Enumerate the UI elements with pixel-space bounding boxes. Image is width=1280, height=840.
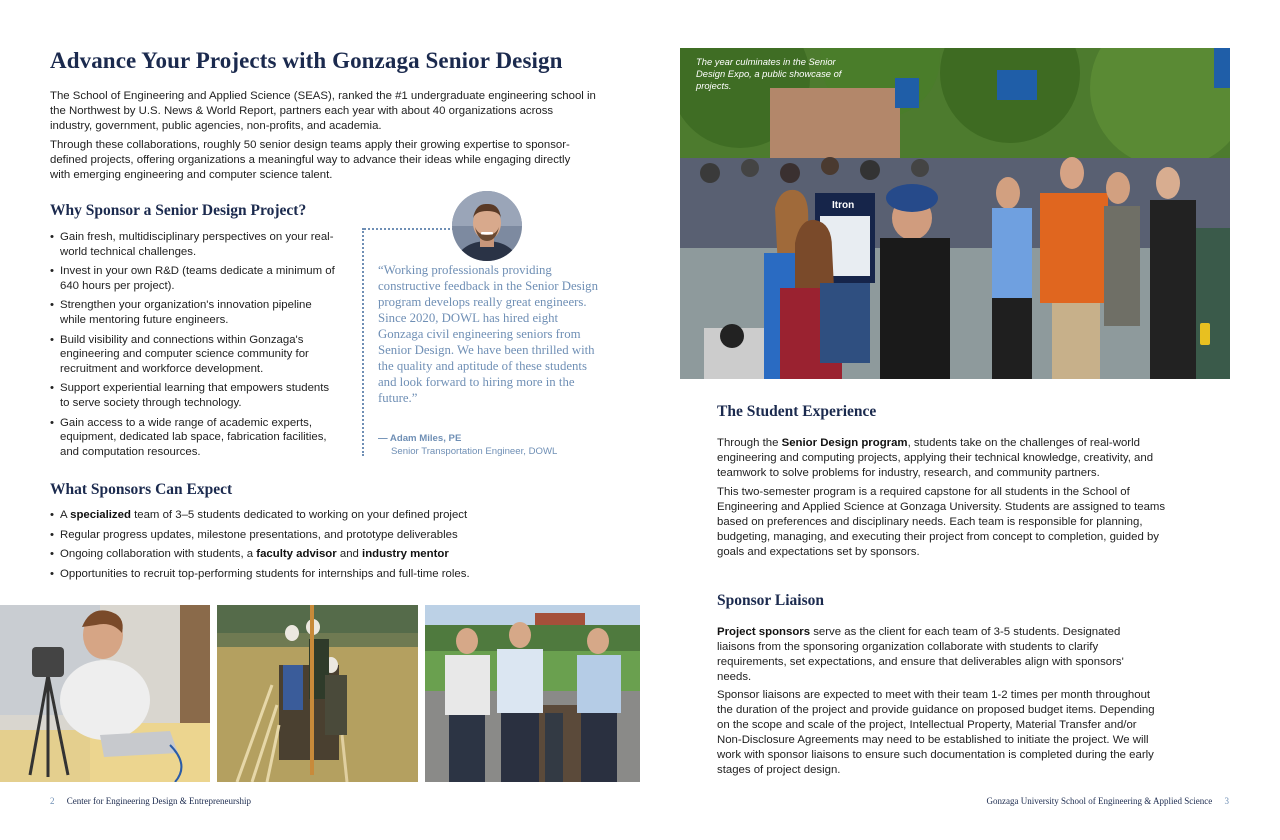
list-item-text: team of 3–5 students dedicated to working on your defined project <box>130 509 468 521</box>
footer-text: Gonzaga University School of Engineering & Applied Science <box>986 796 1213 806</box>
list-item: • Gain fresh, multidisciplinary perspectives on your real-world technical challenges. <box>50 230 340 259</box>
intro-paragraph-1: The School of Engineering and Applied Science (SEAS), ranked the #1 undergraduate engineering school in the Northwest by U.S. News & World Report, partners each year with about 40 organizations across industry, government, public agencies, non-profits, and academia. <box>50 90 596 132</box>
photo-student-laptop <box>0 605 210 782</box>
sponsors-expect-heading: What Sponsors Can Expect <box>50 481 233 498</box>
student-paragraph-2: This two-semester program is a required capstone for all students in the School of Engineering and Applied Science at Gonzaga University. Students are assigned to teams based on preferences and disciplinary needs. Each team is responsible for planning, budgeting, managing, and executing their project from concept to completion, guided by goals and expectations set by sponsors. <box>717 486 1166 558</box>
list-item-text: and <box>336 548 363 561</box>
quote-author-role: Senior Transportation Engineer, DOWL <box>391 446 558 457</box>
student-paragraph-1 <box>717 436 1167 481</box>
list-item: • Invest in your own R&D (teams dedicate a minimum of 640 hours per project). <box>50 264 340 293</box>
intro-paragraph-2: Through these collaborations, roughly 50 senior design teams apply their growing expertise to sponsor-defined projects, offering organizations a meaningful way to advance their ideas while engaging directly with emerging engineering and computer science talent. <box>50 139 571 181</box>
list-item: • Build visibility and connections within Gonzaga's engineering and computer science community for recruitment and workforce development. <box>50 333 340 377</box>
photo-caption: The year culminates in the Senior Design Expo, a public showcase of projects. <box>696 56 842 91</box>
list-item: • Opportunities to recruit top-performing students for internships and full-time roles. <box>50 567 610 582</box>
student-experience-heading: The Student Experience <box>717 403 877 420</box>
list-item-bold: faculty advisor <box>256 548 337 561</box>
list-item-bold: specialized <box>70 509 131 521</box>
list-item: • Strengthen your organization's innovation pipeline while mentoring future engineers. <box>50 298 340 327</box>
why-sponsor-heading: Why Sponsor a Senior Design Project? <box>50 202 307 219</box>
page-number: 3 <box>1224 796 1229 806</box>
right-footer <box>987 796 1229 806</box>
list-item-text: A <box>60 509 71 521</box>
testimonial-quote: “Working professionals providing constructive feedback in the Senior Design program develops really great engineers. Since 2020, DOWL has hired eight Gonzaga civil engineering seniors from Senior Design. We have been thrilled with the quality and aptitude of these students and look forward to hiring more in the future.” <box>378 263 598 405</box>
paragraph-text: serve as the client for each team of 3-5 students. Designated liaisons from the sponsoring organization collaborate with students to clarify requirements, set expectations, and ensure that deliverables align with sponsors' needs. <box>717 626 1124 683</box>
list-item: • Gain access to a wide range of academic experts, equipment, dedicated lab space, fabrication facilities, and computation resources. <box>50 416 340 460</box>
sponsors-expect-list <box>50 508 610 587</box>
liaison-paragraph-2: Sponsor liaisons are expected to meet with their team 1-2 times per month throughout the duration of the project and provide guidance on proposed budget items. Depending on the scope and scale of the project, Intellectual Property, Material Transfer and/or Non-Disclosure Agreements may need to be established to initiate the project. We will work with sponsor liaisons to ensure such documentation is completed during the early stages of project design. <box>717 689 1155 776</box>
sponsor-liaison-heading: Sponsor Liaison <box>717 592 824 609</box>
avatar <box>452 191 522 261</box>
list-item <box>50 508 610 523</box>
booth-sign-text: Itron <box>832 200 855 211</box>
list-item: • Support experiential learning that empowers students to serve society through technology. <box>50 381 340 410</box>
list-item-bold: industry mentor <box>362 548 449 561</box>
photo-senior-design-expo <box>680 48 1230 379</box>
paragraph-bold: Senior Design program <box>781 437 908 449</box>
page-title: Advance Your Projects with Gonzaga Senior Design <box>50 48 563 73</box>
paragraph-text: Through the <box>717 437 782 449</box>
quote-author-name: — Adam Miles, PE <box>378 433 462 444</box>
paragraph-text: , students take on the challenges of real-world engineering and computing projects, applying their technical knowledge, creativity, and teamwork to solve problems for industry, research, and community partners. <box>717 437 1154 479</box>
paragraph-bold: Project sponsors <box>717 626 811 638</box>
left-footer <box>50 796 251 806</box>
quote-border <box>362 228 365 456</box>
photo-field-work <box>217 605 418 782</box>
photo-students-team <box>425 605 640 782</box>
footer-text: Center for Engineering Design & Entrepreneurship <box>66 796 251 806</box>
liaison-paragraph-1 <box>717 625 1157 685</box>
page-number: 2 <box>50 796 55 806</box>
list-item-text: Ongoing collaboration with students, a <box>60 548 257 561</box>
why-sponsor-list <box>50 230 340 464</box>
list-item: • Regular progress updates, milestone presentations, and prototype deliverables <box>50 528 610 543</box>
quote-border-top <box>364 228 454 231</box>
list-item <box>50 547 610 562</box>
